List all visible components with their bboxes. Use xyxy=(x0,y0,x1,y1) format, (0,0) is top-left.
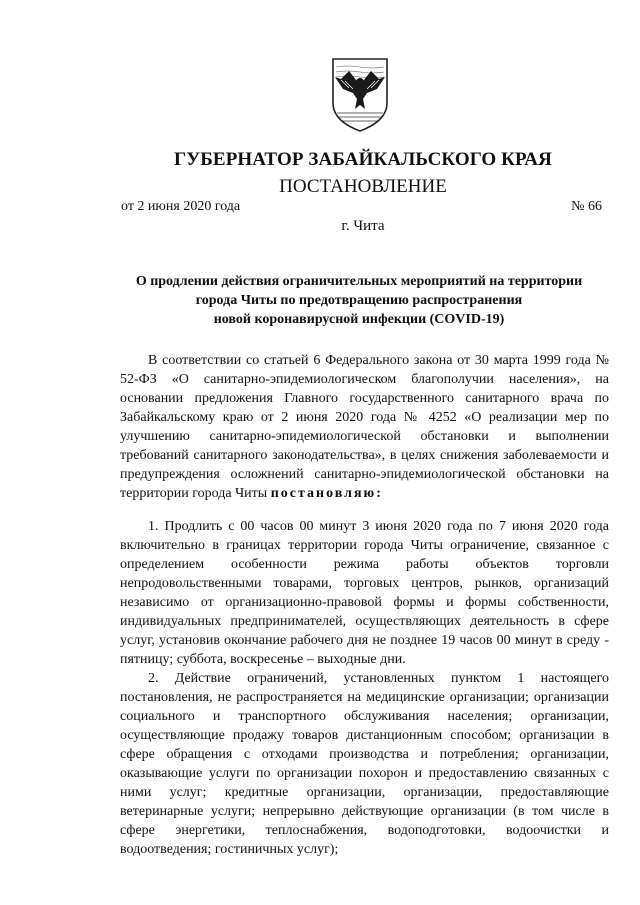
item-1-paragraph: 1. Продлить с 00 часов 00 минут 3 июня 2020 года по 7 июня 2020 года включительно в границах территории города Читы ограничение, связанное с определением особенности режима работы объектов торговли непродовольственными товарами, торговых центров, рынков, организаций независимо от организационно-правовой формы и формы собственности, индивидуальных предпринимателей, осуществляющих деятельность в сфере услуг, установив окончание рабочего дня не позднее 19 часов 00 минут в среду - пятницу; суббота, воскресенье – выходные дни. xyxy=(120,519,609,667)
issuer-title: ГУБЕРНАТОР ЗАБАЙКАЛЬСКОГО КРАЯ xyxy=(174,149,552,170)
document-subject xyxy=(120,272,598,329)
document-city: г. Чита xyxy=(341,218,385,234)
preamble-text: В соответствии со статьей 6 Федерального закона от 30 марта 1999 года № 52-ФЗ «О санитарно-эпидемиологическом благополучии населения», на основании предложения Главного государственного санитарного врача по Забайкальскому краю от 2 июня 2020 года № 4252 «О реализации мер по улучшению санитарно-эпидемиологической обстановки и выполнении требований санитарного законодательства», в целях снижения заболеваемости и предупреждения осложнений санитарно-эпидемиологической обстановки на территории города Читы xyxy=(120,353,609,501)
document-number: № 66 xyxy=(571,199,602,214)
paragraph-gap xyxy=(120,503,609,517)
subject-line: города Читы по предотвращению распространения xyxy=(195,293,523,308)
preamble-paragraph xyxy=(120,351,609,503)
resolve-colon: : xyxy=(376,486,381,501)
document-body xyxy=(120,351,609,859)
resolve-word: постановляю xyxy=(270,486,377,501)
subject-line: новой коронавирусной инфекции (COVID-19) xyxy=(213,312,505,327)
item-2-paragraph: 2. Действие ограничений, установленных пунктом 1 настоящего постановления, не распространяется на медицинские организации; организации социального и транспортного обслуживания населения; организации, осуществляющие продажу товаров дистанционным способом; организации в сфере обращения с отходами производства и потребления; организации, оказывающие услуги по организации похорон и предоставлению связанных с ними услуг; кредитные организации, организации, предоставляющие ветеринарные услуги; непрерывно действующие организации (в том числе в сфере энергетики, теплоснабжения, водоподготовки, водоочистки и водоотведения; гостиничных услуг); xyxy=(120,671,609,857)
subject-line: О продлении действия ограничительных мероприятий на территории xyxy=(135,274,583,289)
coat-of-arms-emblem xyxy=(327,55,393,135)
document-type: ПОСТАНОВЛЕНИЕ xyxy=(279,176,447,197)
document-date: от 2 июня 2020 года xyxy=(121,199,241,214)
